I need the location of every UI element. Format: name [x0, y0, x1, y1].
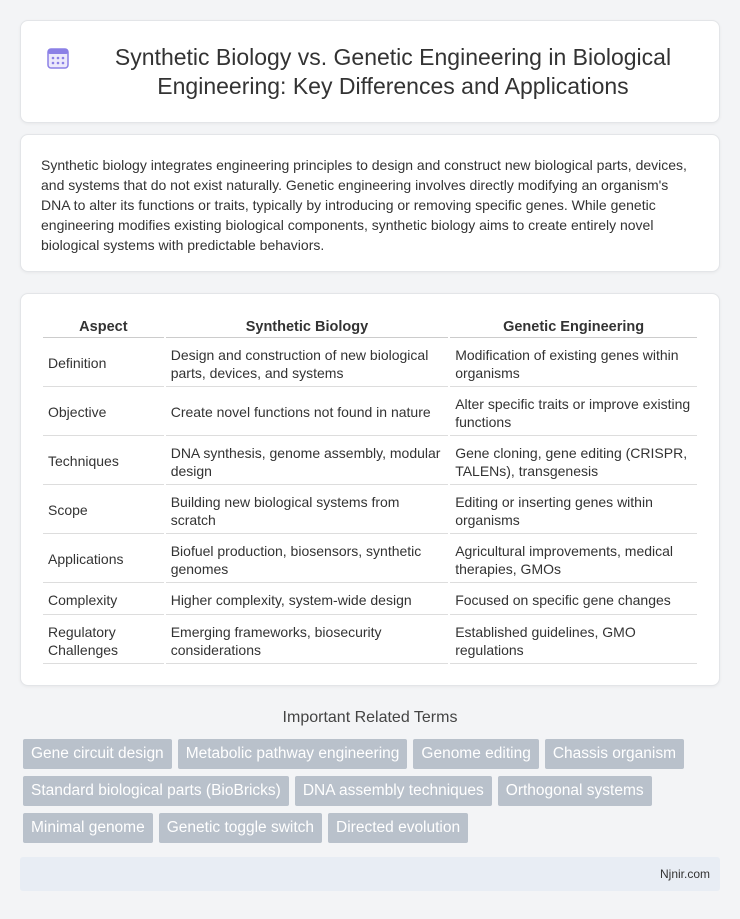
table-row	[43, 615, 697, 664]
cell-genetic: Editing or inserting genes within organisms	[450, 485, 697, 534]
cell-aspect: Applications	[43, 534, 164, 583]
cell-aspect: Definition	[43, 338, 164, 387]
comparison-table-card	[20, 293, 720, 686]
header-aspect: Aspect	[43, 316, 164, 338]
cell-genetic: Gene cloning, gene editing (CRISPR, TALENs), transgenesis	[450, 436, 697, 485]
footer-site-link[interactable]: Njnir.com	[659, 867, 710, 881]
related-term-tag[interactable]: Gene circuit design	[23, 739, 172, 769]
related-terms-title: Important Related Terms	[282, 709, 458, 726]
table-row	[43, 583, 697, 615]
cell-genetic: Modification of existing genes within organisms	[450, 338, 697, 387]
table-row	[43, 436, 697, 485]
table-row	[43, 485, 697, 534]
cell-genetic: Agricultural improvements, medical therapies, GMOs	[450, 534, 697, 583]
related-terms-list	[20, 739, 720, 850]
related-term-tag[interactable]: Genome editing	[413, 739, 538, 769]
intro-card	[20, 134, 720, 272]
cell-synthetic: Higher complexity, system-wide design	[166, 583, 448, 615]
page-title: Synthetic Biology vs. Genetic Engineering in Biological Engineering: Key Differences and Applications	[114, 43, 672, 99]
footer	[20, 857, 720, 891]
cell-synthetic: Building new biological systems from scratch	[166, 485, 448, 534]
intro-text: Synthetic biology integrates engineering principles to design and construct new biological parts, devices, and systems that do not exist naturally. Genetic engineering involves directly modifying an organism's DNA to alter its functions or traits, typically by introducing or removing specific genes. While genetic engineering modifies existing biological components, synthetic biology aims to create entirely novel biological systems with predictable behaviors.	[41, 157, 687, 253]
related-term-tag[interactable]: Chassis organism	[545, 739, 684, 769]
related-term-tag[interactable]: Minimal genome	[23, 813, 153, 843]
cell-genetic: Established guidelines, GMO regulations	[450, 615, 697, 664]
cell-aspect: Techniques	[43, 436, 164, 485]
header-synthetic-biology: Synthetic Biology	[166, 316, 448, 338]
cell-aspect: Objective	[43, 387, 164, 436]
cell-synthetic: Biofuel production, biosensors, synthetic genomes	[166, 534, 448, 583]
table-row	[43, 387, 697, 436]
cell-aspect: Complexity	[43, 583, 164, 615]
cell-synthetic: Create novel functions not found in nature	[166, 387, 448, 436]
table-header-row	[43, 316, 697, 338]
related-term-tag[interactable]: Metabolic pathway engineering	[178, 739, 408, 769]
table-row	[43, 338, 697, 387]
related-term-tag[interactable]: Orthogonal systems	[498, 776, 652, 806]
cell-synthetic: DNA synthesis, genome assembly, modular design	[166, 436, 448, 485]
table-row	[43, 534, 697, 583]
cell-aspect: Regulatory Challenges	[43, 615, 164, 664]
calendar-grid-icon	[45, 45, 71, 71]
related-term-tag[interactable]: Directed evolution	[328, 813, 468, 843]
cell-aspect: Scope	[43, 485, 164, 534]
related-term-tag[interactable]: Genetic toggle switch	[159, 813, 322, 843]
related-term-tag[interactable]: DNA assembly techniques	[295, 776, 492, 806]
cell-synthetic: Emerging frameworks, biosecurity considerations	[166, 615, 448, 664]
cell-synthetic: Design and construction of new biological parts, devices, and systems	[166, 338, 448, 387]
header-genetic-engineering: Genetic Engineering	[450, 316, 697, 338]
cell-genetic: Alter specific traits or improve existing functions	[450, 387, 697, 436]
related-term-tag[interactable]: Standard biological parts (BioBricks)	[23, 776, 289, 806]
comparison-table	[41, 316, 699, 664]
cell-genetic: Focused on specific gene changes	[450, 583, 697, 615]
header-card	[20, 20, 720, 123]
